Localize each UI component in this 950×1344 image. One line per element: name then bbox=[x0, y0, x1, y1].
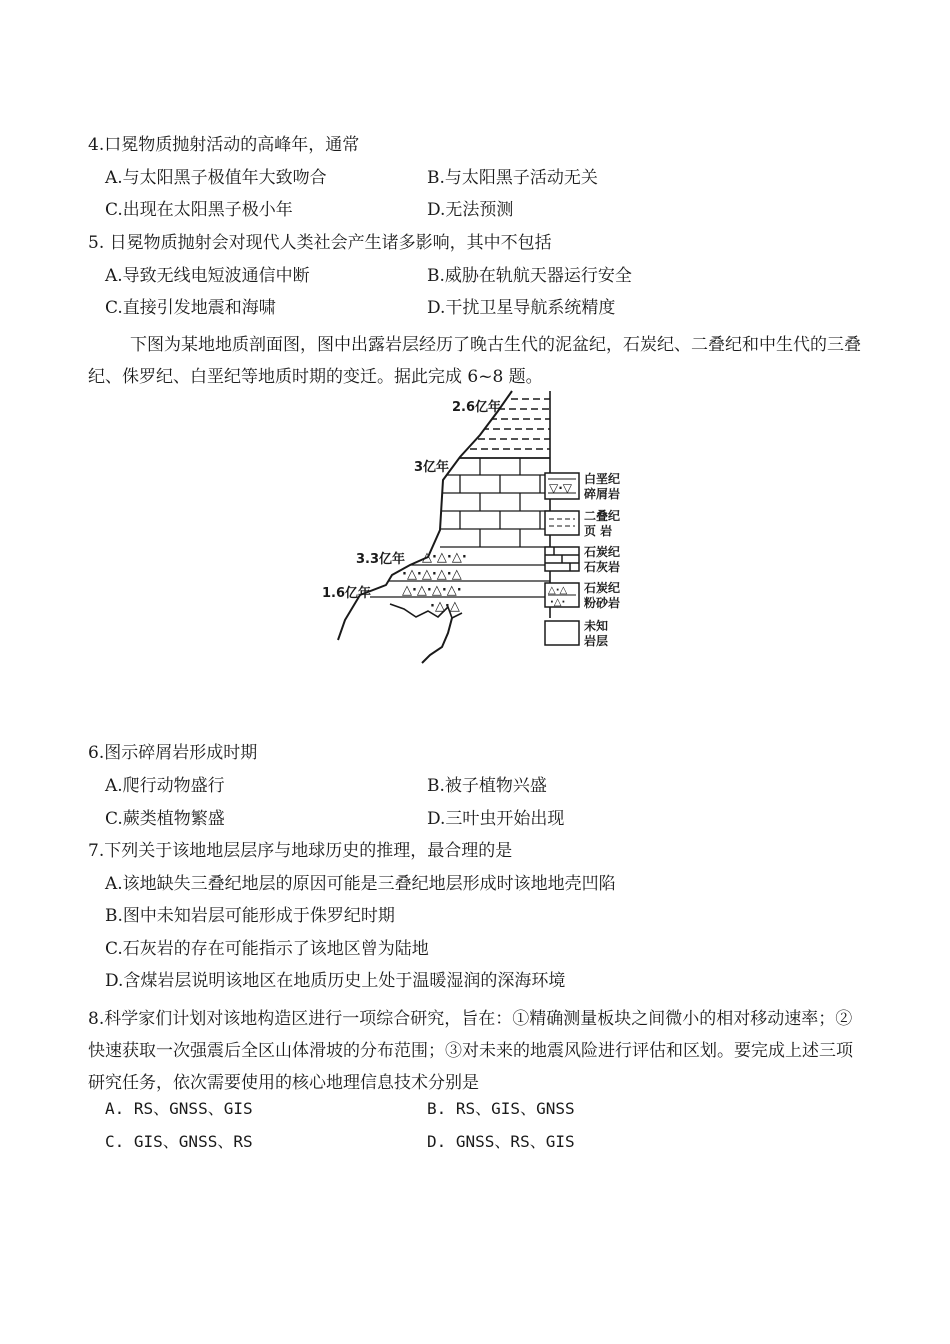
question-4-stem: 4.口冕物质抛射活动的高峰年，通常 bbox=[88, 135, 360, 155]
question-6-option-c[interactable]: C.蕨类植物繁盛 bbox=[105, 809, 225, 829]
legend-4-line1: 石炭纪 bbox=[584, 581, 621, 595]
question-5-option-c[interactable]: C.直接引发地震和海啸 bbox=[105, 298, 276, 318]
question-4-option-c[interactable]: C.出现在太阳黑子极小年 bbox=[105, 200, 293, 220]
legend-3-line2: 石灰岩 bbox=[584, 560, 621, 574]
question-7-option-d[interactable]: D.含煤岩层说明该地区在地质历史上处于温暖湿润的深海环境 bbox=[105, 971, 566, 991]
question-5-option-b[interactable]: B.威胁在轨航天器运行安全 bbox=[427, 266, 632, 286]
svg-text:·△·△·△·△: ·△·△·△·△ bbox=[402, 567, 462, 582]
age-label-3: 3亿年 bbox=[414, 460, 450, 475]
svg-text:▽·▽: ▽·▽ bbox=[549, 481, 573, 495]
question-7-stem: 7.下列关于该地地层层序与地球历史的推理，最合理的是 bbox=[88, 841, 513, 861]
question-5-stem: 5. 日冕物质抛射会对现代人类社会产生诸多影响，其中不包括 bbox=[88, 233, 552, 253]
question-8-option-d[interactable]: D. GNSS、RS、GIS bbox=[427, 1132, 575, 1151]
legend-1-line2: 碎屑岩 bbox=[584, 487, 621, 501]
age-label-3-3: 3.3亿年 bbox=[356, 552, 406, 567]
question-6-option-a[interactable]: A.爬行动物盛行 bbox=[105, 776, 225, 796]
question-8-stem: 8.科学家们计划对该地构造区进行一项综合研究，旨在：①精确测量板块之间微小的相对移动速率；②快速获取一次强震后全区山体滑坡的分布范围；③对未来的地震风险进行评估和区划。要完成上述三项研究任务，依次需要使用的核心地理信息技术分别是 bbox=[88, 1009, 853, 1093]
age-label-2-6: 2.6亿年 bbox=[452, 400, 502, 415]
question-7-option-b[interactable]: B.图中未知岩层可能形成于侏罗纪时期 bbox=[105, 906, 395, 926]
legend-4-line2: 粉砂岩 bbox=[584, 596, 621, 610]
question-8-option-b[interactable]: B. RS、GIS、GNSS bbox=[427, 1099, 575, 1118]
legend-1-line1: 白垩纪 bbox=[584, 472, 621, 486]
question-4-option-b[interactable]: B.与太阳黑子活动无关 bbox=[427, 168, 598, 188]
question-5-option-d[interactable]: D.干扰卫星导航系统精度 bbox=[427, 298, 616, 318]
figure-intro-paragraph: 下图为某地地质剖面图，图中出露岩层经历了晚古生代的泥盆纪，石炭纪、二叠纪和中生代的三叠纪、侏罗纪、白垩纪等地质时期的变迁。据此完成 6~8 题。 bbox=[88, 335, 861, 387]
svg-text:·△·△: ·△·△ bbox=[430, 599, 460, 614]
question-8-option-a[interactable]: A. RS、GNSS、GIS bbox=[105, 1099, 253, 1118]
legend-2-line2: 页 岩 bbox=[584, 524, 613, 538]
question-6-option-d[interactable]: D.三叶虫开始出现 bbox=[427, 809, 565, 829]
question-8-option-c[interactable]: C. GIS、GNSS、RS bbox=[105, 1132, 253, 1151]
geologic-cross-section-figure bbox=[322, 385, 640, 665]
question-4-option-d[interactable]: D.无法预测 bbox=[427, 200, 514, 220]
question-4-option-a[interactable]: A.与太阳黑子极值年大致吻合 bbox=[105, 168, 327, 188]
question-7-option-c[interactable]: C.石灰岩的存在可能指示了该地区曾为陆地 bbox=[105, 939, 429, 959]
question-6-option-b[interactable]: B.被子植物兴盛 bbox=[427, 776, 547, 796]
legend-2-line1: 二叠纪 bbox=[584, 509, 621, 523]
svg-text:·△·: ·△· bbox=[550, 597, 566, 608]
svg-text:△·△·△·: △·△·△· bbox=[422, 550, 467, 565]
svg-text:△·△: △·△ bbox=[548, 585, 568, 596]
legend-3-line1: 石炭纪 bbox=[584, 545, 621, 559]
age-label-1-6: 1.6亿年 bbox=[322, 586, 372, 601]
question-6-stem: 6.图示碎屑岩形成时期 bbox=[88, 743, 258, 763]
svg-text:△·△·△·△·: △·△·△·△· bbox=[402, 583, 462, 598]
question-5-option-a[interactable]: A.导致无线电短波通信中断 bbox=[105, 266, 310, 286]
question-7-option-a[interactable]: A.该地缺失三叠纪地层的原因可能是三叠纪地层形成时该地地壳凹陷 bbox=[105, 874, 616, 894]
legend-5-line1: 未知 bbox=[584, 619, 609, 633]
legend-5-line2: 岩层 bbox=[584, 634, 609, 648]
